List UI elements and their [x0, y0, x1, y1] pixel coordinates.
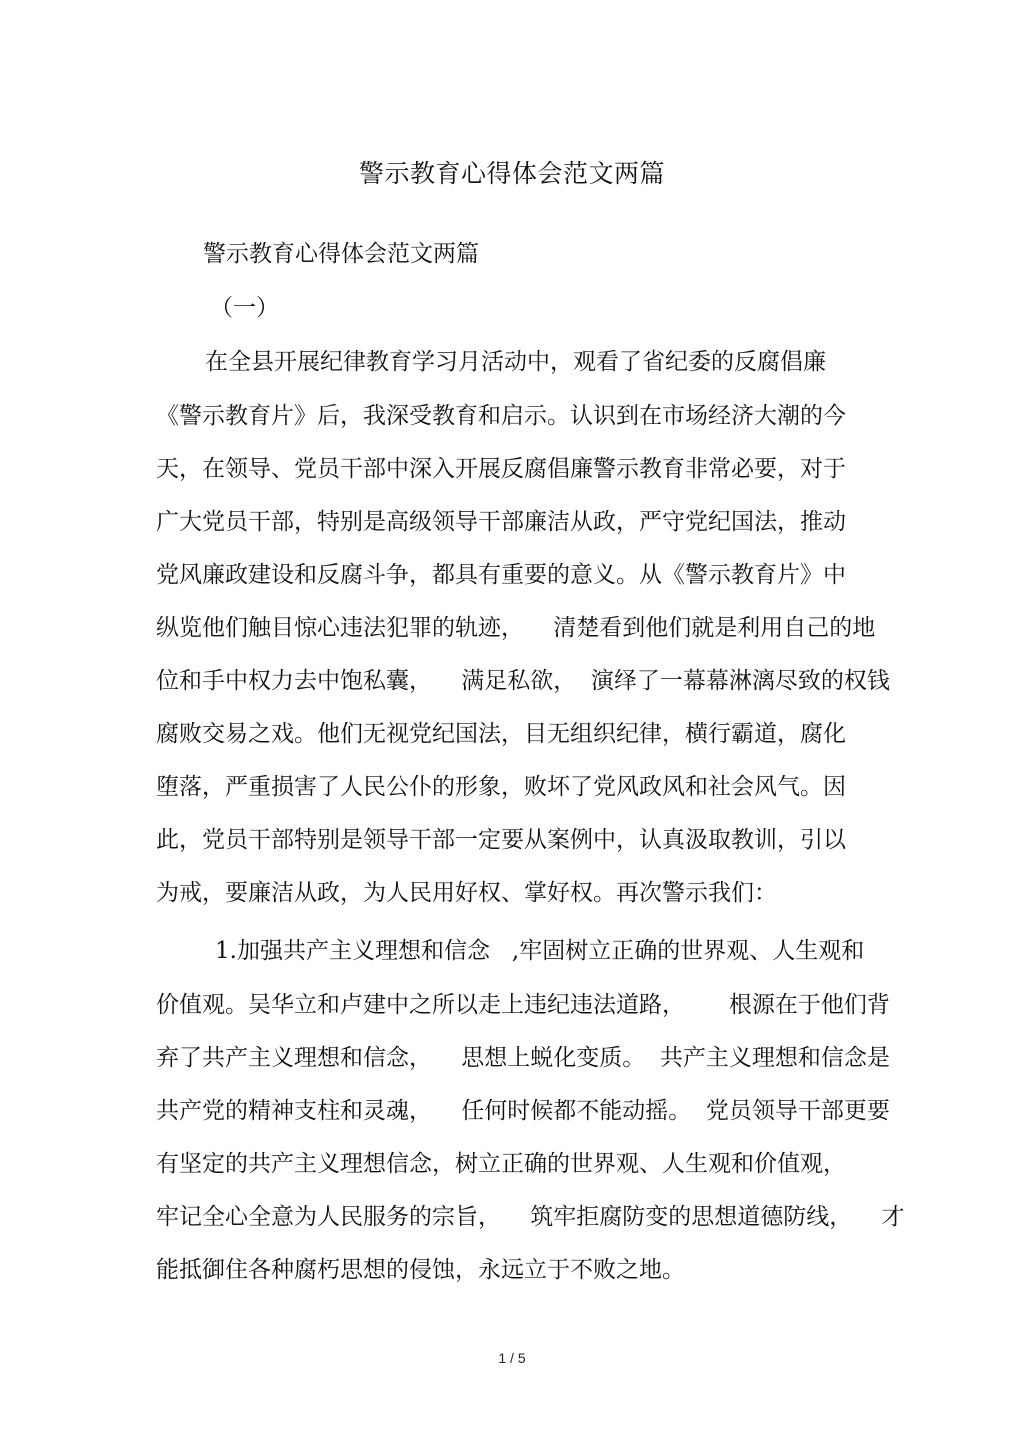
paragraph-line: 广大党员干部，特别是高级领导干部廉洁从政，严守党纪国法，推动 [156, 509, 846, 535]
paragraph-line: 弃了共产主义理想和信念， 思想上蜕化变质。 共产主义理想和信念是 [156, 1045, 890, 1071]
paragraph-line: 天，在领导、党员干部中深入开展反腐倡廉警示教育非常必要，对于 [156, 456, 846, 482]
paragraph-line: 位和手中权力去中饱私囊， 满足私欲， 演绎了一幕幕淋漓尽致的权钱 [156, 668, 890, 694]
paragraph-line: 《警示教育片》后，我深受教育和启示。认识到在市场经济大潮的今 [156, 403, 846, 429]
paragraph-line: 价值观。吴华立和卢建中之所以走上违纪违法道路， 根源在于他们背 [156, 992, 890, 1018]
paragraph-line: 共产党的精神支柱和灵魂， 任何时候都不能动摇。 党员领导干部更要 [156, 1098, 890, 1124]
paragraph-line: 此，党员干部特别是领导干部一定要从案例中，认真汲取教训，引以 [156, 827, 846, 853]
page-number: 1 / 5 [498, 1350, 526, 1366]
paragraph-line: 腐败交易之戏。他们无视党纪国法，目无组织纪律，横行霸道，腐化 [156, 721, 846, 747]
paragraph-line: 1.加强共产主义理想和信念 ,牢固树立正确的世界观、人生观和 [215, 938, 865, 964]
paragraph-line: 有坚定的共产主义理想信念，树立正确的世界观、人生观和价值观， [156, 1151, 846, 1177]
paragraph-line: 在全县开展纪律教育学习月活动中，观看了省纪委的反腐倡廉 [205, 349, 826, 375]
paragraph-line: 能抵御住各种腐朽思想的侵蚀，永远立于不败之地。 [156, 1257, 685, 1283]
paragraph-line: 党风廉政建设和反腐斗争，都具有重要的意义。从《警示教育片》中 [156, 562, 846, 588]
paragraph-line: 堕落，严重损害了人民公仆的形象，败坏了党风政风和社会风气。因 [156, 774, 846, 800]
paragraph-line: 为戒，要廉洁从政，为人民用好权、掌好权。再次警示我们： [156, 880, 777, 906]
paragraph-line: 牢记全心全意为人民服务的宗旨， 筑牢拒腐防变的思想道德防线， 才 [156, 1204, 905, 1230]
section-number: （一） [210, 295, 279, 321]
document-title: 警示教育心得体会范文两篇 [358, 159, 665, 188]
paragraph-line: 纵览他们触目惊心违法犯罪的轨迹， 清楚看到他们就是利用自己的地 [156, 615, 876, 641]
document-subtitle: 警示教育心得体会范文两篇 [203, 241, 479, 267]
